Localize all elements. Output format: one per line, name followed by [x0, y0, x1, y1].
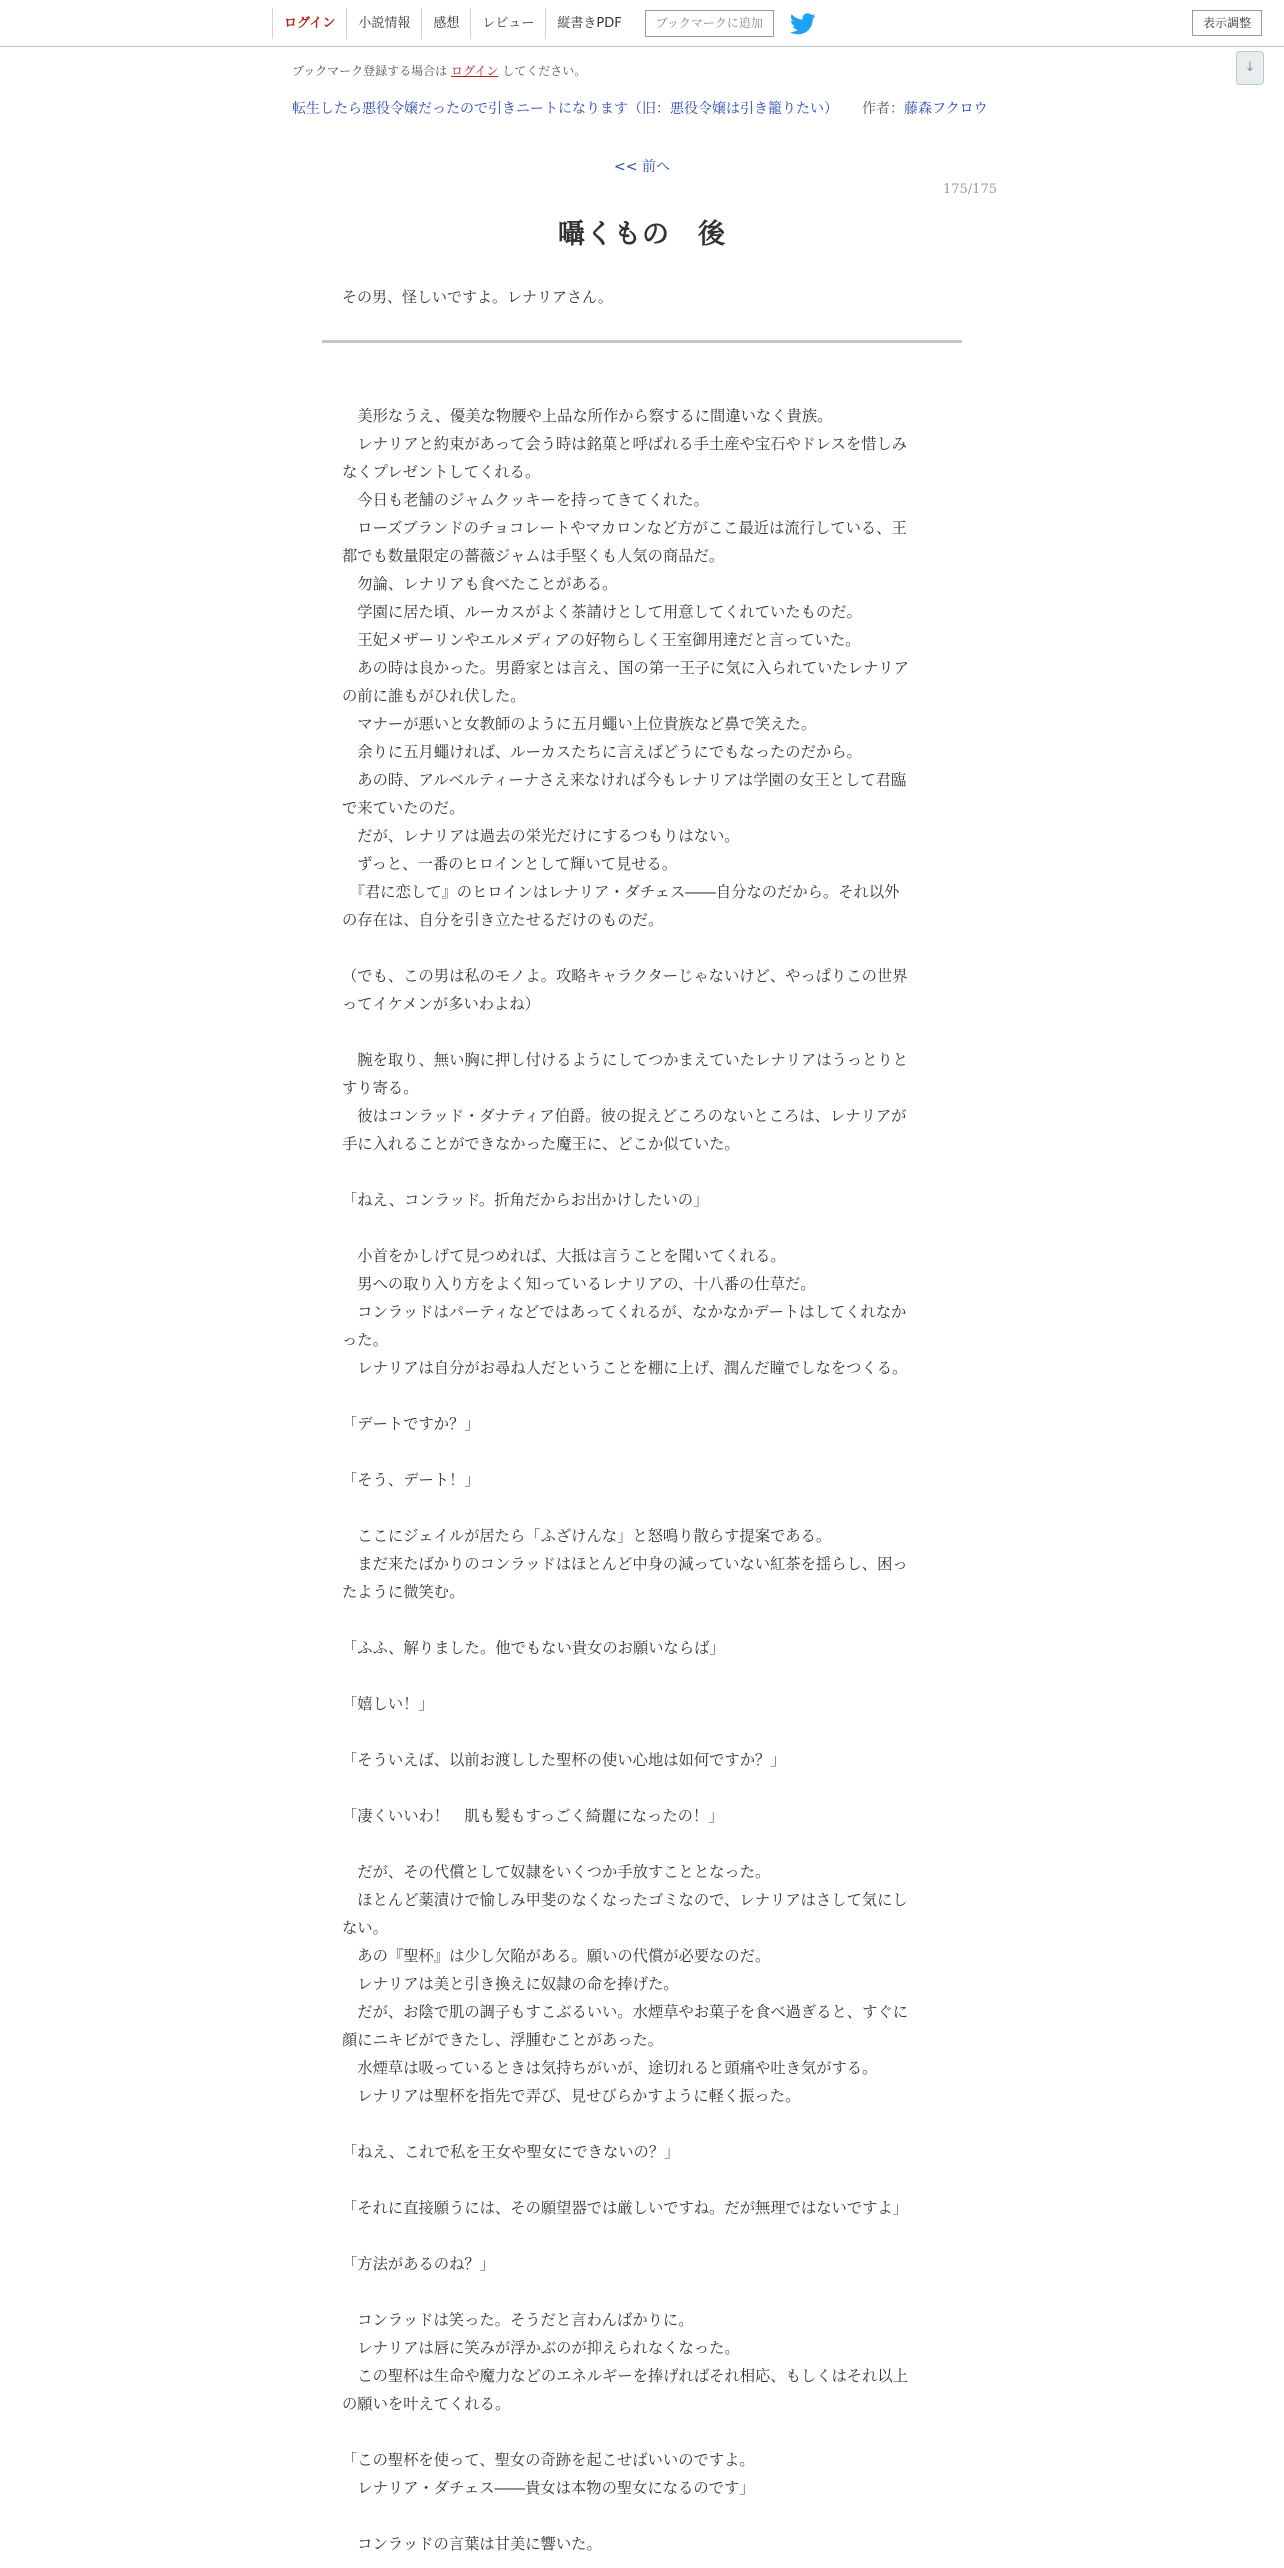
author-name-link[interactable]: 藤森フクロウ [904, 101, 988, 117]
body-line: 「そういえば、以前お渡しした聖杯の使い心地は如何ですか？」 [342, 1751, 786, 1769]
body-line: 「ねえ、コンラッド。折角だからお出かけしたいの」 [342, 1191, 709, 1209]
body-line [342, 1830, 942, 1858]
nav-review-link[interactable]: レビュー [470, 8, 545, 39]
body-line: 「嬉しい！」 [342, 1695, 434, 1713]
body-line: 小首をかしげて見つめれば、大抵は言うことを聞いてくれる。 [342, 1247, 786, 1265]
display-settings-button[interactable]: 表示調整 [1192, 10, 1262, 36]
body-line [342, 1214, 942, 1242]
body-line: コンラッドは笑った。そうだと言わんばかりに。 [342, 2311, 694, 2329]
body-line [342, 1018, 942, 1046]
body-line: この聖杯は生命や魔力などのエネルギーを捧げればそれ相応、もしくはそれ以上 [342, 2367, 908, 2385]
body-line [342, 2418, 942, 2446]
notice-login-link[interactable]: ログイン [451, 64, 499, 78]
bookmark-login-notice [292, 62, 586, 79]
body-line: で来ていたのだ。 [342, 799, 465, 817]
previous-episode-link [0, 156, 1284, 176]
body-line: 王妃メザーリンやエルメディアの好物らしく王室御用達だと言っていた。 [342, 631, 861, 649]
body-line: の存在は、自分を引き立たせるだけのものだ。 [342, 911, 664, 929]
body-line: ない。 [342, 1919, 388, 1937]
body-line: コンラッドはパーティなどではあってくれるが、なかなかデートはしてくれなか [342, 1303, 907, 1321]
body-line [342, 1718, 942, 1746]
episode-page-number: 175/175 [942, 182, 997, 197]
author-line [862, 98, 988, 118]
body-line: った。 [342, 1331, 388, 1349]
add-bookmark-button[interactable]: ブックマークに追加 [645, 10, 774, 37]
body-line: レナリアは自分がお尋ね人だということを棚に上げ、潤んだ瞳でしなをつくる。 [342, 1359, 908, 1377]
body-line: 男への取り入り方をよく知っているレナリアの、十八番の仕草だ。 [342, 1275, 816, 1293]
body-line: 学園に居た頃、ルーカスがよく茶請けとして用意してくれていたものだ。 [342, 603, 862, 621]
chapter-preface: その男、怪しいですよ。レナリアさん。 [342, 288, 613, 306]
body-line: あの『聖杯』は少し欠陥がある。願いの代償が必要なのだ。 [342, 1947, 771, 1965]
body-line: だが、その代償として奴隷をいくつか手放すこととなった。 [342, 1863, 771, 1881]
body-line [342, 934, 942, 962]
body-line [342, 1158, 942, 1186]
body-line [342, 1382, 942, 1410]
body-line: だが、レナリアは過去の栄光だけにするつもりはない。 [342, 827, 740, 845]
body-line [342, 1438, 942, 1466]
body-line: 「方法があるのね？」 [342, 2255, 495, 2273]
body-line: 顔にニキビができたし、浮腫むことがあった。 [342, 2031, 664, 2049]
body-line: たように微笑む。 [342, 1583, 465, 1601]
body-line: 今日も老舗のジャムクッキーを持ってきてくれた。 [342, 491, 709, 509]
chapter-title: 囁くもの 後 [558, 219, 726, 250]
body-line: すり寄る。 [342, 1079, 419, 1097]
previous-episode-label[interactable]: << 前へ [614, 159, 670, 175]
body-line: 都でも数量限定の薔薇ジャムは手堅くも人気の商品だ。 [342, 547, 725, 565]
body-line: 勿論、レナリアも食べたことがある。 [342, 575, 618, 593]
author-label: 作者： [862, 101, 904, 117]
body-line: ずっと、一番のヒロインとして輝いて見せる。 [342, 855, 678, 873]
body-line: まだ来たばかりのコンラッドはほとんど中身の減っていない紅茶を揺らし、困っ [342, 1555, 908, 1573]
body-line: 手に入れることができなかった魔王に、どこか似ていた。 [342, 1135, 740, 1153]
series-title-link[interactable]: 転生したら悪役令嬢だったので引きニートになります（旧：悪役令嬢は引き籠りたい） [292, 101, 838, 117]
body-line: 水煙草は吸っているときは気持ちがいが、途切れると頭痛や吐き気がする。 [342, 2059, 878, 2077]
body-line: 「デートですか？」 [342, 1415, 480, 1433]
body-line: 余りに五月蠅ければ、ルーカスたちに言えばどうにでもなったのだから。 [342, 743, 862, 761]
body-line: 彼はコンラッド・ダナティア伯爵。彼の捉えどころのないところは、レナリアが [342, 1107, 907, 1125]
body-line: 「凄くいいわ！ 肌も髪もすっごく綺麗になったの！」 [342, 1807, 724, 1825]
body-line: マナーが悪いと女教師のように五月蠅い上位貴族など鼻で笑えた。 [342, 715, 817, 733]
body-line: ほとんど薬漬けで愉しみ甲斐のなくなったゴミなので、レナリアはさして気にし [342, 1891, 908, 1909]
body-line: あの時、アルベルティーナさえ来なければ今もレナリアは学園の女王として君臨 [342, 771, 907, 789]
notice-suffix: してください。 [502, 64, 587, 78]
body-line: 腕を取り、無い胸に押し付けるようにしてつかまえていたレナリアはうっとりと [342, 1051, 908, 1069]
body-line: （でも、この男は私のモノよ。攻略キャラクターじゃないけど、やっぱりこの世界 [342, 967, 908, 985]
nav-vertical-pdf-link[interactable]: 縦書きPDF [545, 8, 632, 39]
top-navigation-bar [0, 0, 1284, 47]
body-line: レナリア・ダチェス――貴女は本物の聖女になるのです」 [342, 2479, 755, 2497]
body-line: の前に誰もがひれ伏した。 [342, 687, 526, 705]
body-line: 「ねえ、これで私を王女や聖女にできないの？」 [342, 2143, 680, 2161]
body-line: レナリアは唇に笑みが浮かぶのが抑えられなくなった。 [342, 2339, 740, 2357]
body-line [342, 2166, 942, 2194]
body-line: 「ふふ、解りました。他でもない貴女のお願いならば」 [342, 1639, 725, 1657]
body-line: レナリアと約束があって会う時は銘菓と呼ばれる手土産や宝石やドレスを惜しみ [342, 435, 908, 453]
nav-impressions-link[interactable]: 感想 [421, 8, 470, 39]
body-line: だが、お陰で肌の調子もすこぶるいい。水煙草やお菓子を食べ過ぎると、すぐに [342, 2003, 908, 2021]
body-line: 美形なうえ、優美な物腰や上品な所作から察するに間違いなく貴族。 [342, 407, 833, 425]
body-line [342, 2278, 942, 2306]
body-line [342, 1774, 942, 1802]
body-line: レナリアは美と引き換えに奴隷の命を捧げた。 [342, 1975, 679, 1993]
notice-prefix: ブックマーク登録する場合は [292, 64, 448, 78]
body-line: なくプレゼントしてくれる。 [342, 463, 541, 481]
scroll-down-tab[interactable] [1236, 51, 1264, 85]
body-line: 「それに直接願うには、その願望器では厳しいですね。だが無理ではないですよ」 [342, 2199, 908, 2217]
body-line: 『君に恋して』のヒロインはレナリア・ダチェス――自分なのだから。それ以外 [342, 883, 900, 901]
twitter-icon[interactable] [790, 13, 816, 35]
body-line: 「この聖杯を使って、聖女の奇跡を起こせばいいのですよ。 [342, 2451, 755, 2469]
body-line [342, 1606, 942, 1634]
body-line [342, 2110, 942, 2138]
body-line [342, 2502, 942, 2530]
novel-body [342, 402, 942, 2558]
arrow-down-icon: ↓ [1244, 60, 1256, 75]
body-line: 「そう、デート！」 [342, 1471, 480, 1489]
body-line: ローズブランドのチョコレートやマカロンなど方がここ最近は流行している、王 [342, 519, 907, 537]
body-line [342, 1494, 942, 1522]
body-line: の願いを叶えてくれる。 [342, 2395, 511, 2413]
nav-novel-info-link[interactable]: 小説情報 [346, 8, 421, 39]
body-line: ってイケメンが多いわよね） [342, 995, 540, 1013]
body-line: コンラッドの言葉は甘美に響いた。 [342, 2535, 602, 2553]
body-line: ここにジェイルが居たら「ふざけんな」と怒鳴り散らす提案である。 [342, 1527, 832, 1545]
body-line [342, 2222, 942, 2250]
body-line: レナリアは聖杯を指先で弄び、見せびらかすように軽く振った。 [342, 2087, 801, 2105]
body-line: あの時は良かった。男爵家とは言え、国の第一王子に気に入られていたレナリア [342, 659, 909, 677]
preface-divider [322, 340, 962, 343]
main-nav [272, 8, 816, 39]
body-line [342, 1662, 942, 1690]
nav-login-link[interactable]: ログイン [272, 8, 346, 39]
